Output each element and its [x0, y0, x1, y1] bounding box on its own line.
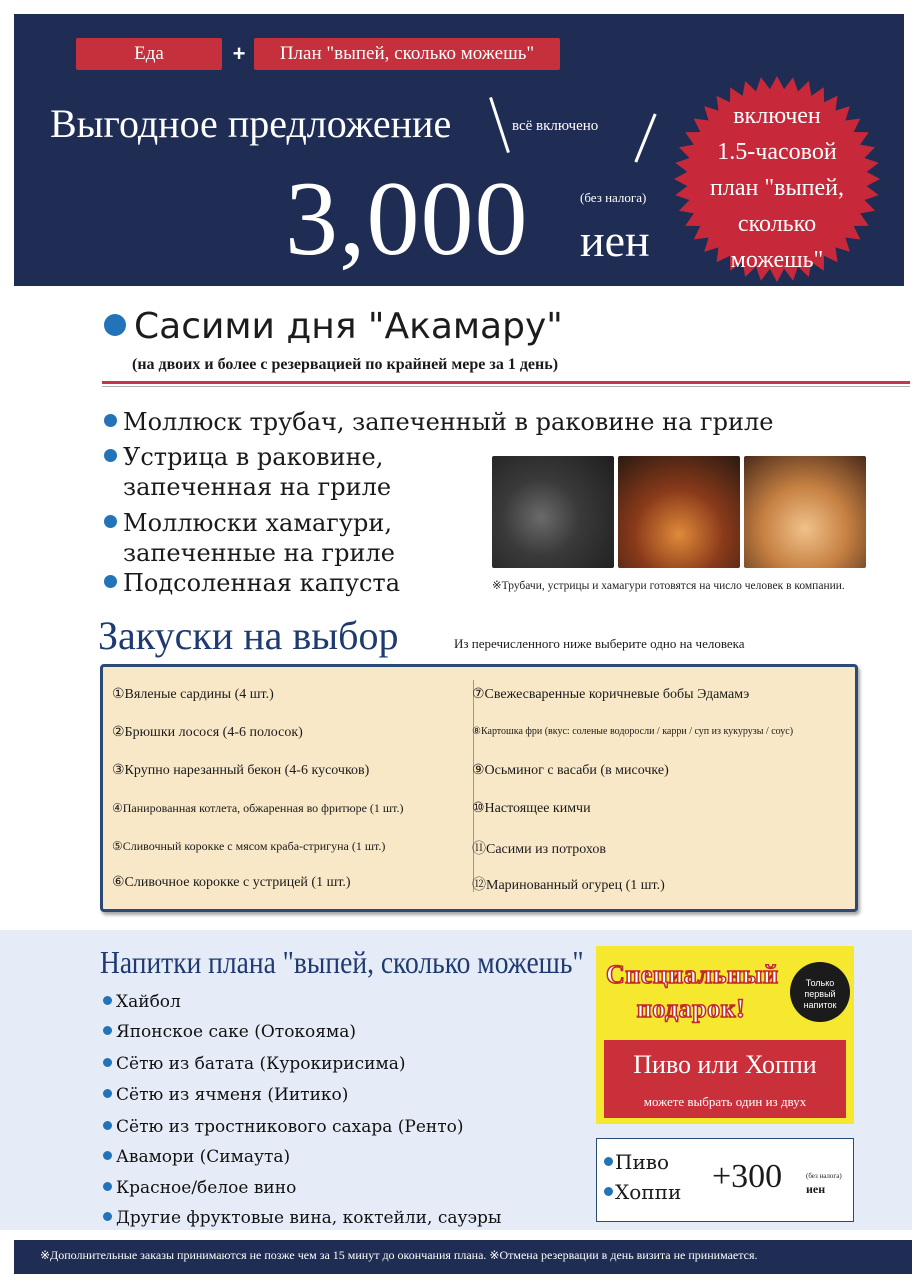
tag-drink-plan: План "выпей, сколько можешь": [254, 38, 560, 70]
dish-item: [104, 508, 395, 568]
gift-sub-text: можете выбрать один из двух: [643, 1094, 807, 1109]
drink-text: Сётю из ячменя (Иитико): [116, 1085, 349, 1105]
dish-text: Моллюски хамагури,: [123, 509, 392, 537]
badge-text: [692, 98, 862, 278]
bullet-dot-icon: [104, 515, 117, 528]
drink-item: [103, 1085, 348, 1105]
circle-line: первый: [804, 989, 836, 999]
drink-item: [103, 1022, 356, 1042]
appetizer-item: ④Панированная котлета, обжаренная во фритюре (1 шт.): [112, 801, 404, 815]
appetizer-item: ⑦Свежесваренные коричневые бобы Эдамамэ: [472, 687, 750, 702]
photo-oyster: [618, 456, 740, 568]
tax-note: (без налога): [580, 190, 647, 205]
photo-caption: ※Трубачи, устрицы и хамагури готовятся на число человек в компании.: [492, 580, 845, 592]
bullet-dot-icon: [103, 1026, 112, 1035]
addon-price: +300: [712, 1158, 783, 1195]
drink-item: [103, 1208, 501, 1228]
bullet-dot-icon: [103, 1151, 112, 1160]
appetizer-item: ⑥Сливочное корокке с устрицей (1 шт.): [112, 875, 351, 890]
drink-text: Авамори (Симаута): [116, 1147, 291, 1167]
all-included-label: всё включено: [512, 118, 599, 134]
bullet-dot-icon: [104, 449, 117, 462]
bullet-dot-icon: [104, 575, 117, 588]
dish-text-cont: запеченные на гриле: [123, 539, 395, 567]
dish-item: [104, 442, 391, 502]
appetizer-item: ⑧Картошка фри (вкус: соленые водоросли / карри / суп из кукурузы / соус): [472, 726, 794, 737]
dish-item: [104, 407, 773, 437]
photo-whelk: [492, 456, 614, 568]
drink-text: Сётю из тростникового сахара (Ренто): [116, 1117, 464, 1137]
footer-text: ※Дополнительные заказы принимаются не позже чем за 15 минут до окончания плана. ※Отмена резервации в день визита не принимается.: [40, 1248, 758, 1262]
bullet-dot-icon: [604, 1187, 613, 1196]
bullet-dot-icon: [104, 314, 126, 336]
sashimi-title-text: Сасими дня "Акамару": [134, 306, 563, 347]
appetizer-title: Закуски на выбор: [98, 613, 399, 658]
drink-text: Сётю из батата (Курокирисима): [116, 1054, 406, 1074]
appetizer-item: ⑤Сливочный корокке с мясом краба-стригуна (1 шт.): [112, 839, 386, 853]
dish-text: Моллюск трубач, запеченный в раковине на гриле: [123, 408, 774, 436]
addon-tax: (без налога): [806, 1172, 842, 1180]
appetizer-item: ⑪Сасими из потрохов: [472, 842, 606, 857]
appetizer-item: ①Вяленые сардины (4 шт.): [112, 687, 274, 702]
divider-red: [102, 381, 910, 384]
deal-title: Выгодное предложение: [50, 101, 452, 146]
sashimi-title: [104, 306, 563, 347]
bullet-dot-icon: [103, 1089, 112, 1098]
drink-item: [103, 992, 181, 1012]
drink-item: [103, 1178, 296, 1198]
circle-line: напиток: [803, 1000, 837, 1010]
dish-text: Устрица в раковине,: [123, 443, 384, 471]
drink-text: Японское саке (Отокояма): [116, 1022, 357, 1042]
drink-text: Хайбол: [116, 992, 181, 1012]
dish-text-cont: запеченная на гриле: [123, 473, 392, 501]
bullet-dot-icon: [103, 1182, 112, 1191]
currency-label: иен: [580, 215, 650, 266]
badge-line: 1.5-часовой: [717, 139, 837, 165]
appetizer-item: ⑨Осьминог с васаби (в мисочке): [472, 763, 669, 778]
bullet-dot-icon: [104, 414, 117, 427]
gift-main-text: Пиво или Хоппи: [633, 1050, 817, 1079]
gift-title-line: Специальный: [606, 960, 779, 989]
tag-food: Еда: [76, 38, 222, 70]
drink-text: Красное/белое вино: [116, 1178, 297, 1198]
drink-item: [103, 1117, 464, 1137]
appetizer-item: ③Крупно нарезанный бекон (4-6 кусочков): [112, 763, 370, 778]
photo-clam: [744, 456, 866, 568]
drink-item: [103, 1054, 405, 1074]
badge-line: можешь": [730, 247, 824, 273]
appetizer-item: ②Брюшки лосося (4-6 полосок): [112, 725, 303, 740]
badge-line: план "выпей,: [710, 175, 844, 201]
price-amount: 3,000: [285, 160, 529, 277]
starburst-badge: [672, 74, 882, 284]
addon-beer-text: Пиво: [615, 1150, 670, 1174]
bullet-dot-icon: [103, 1212, 112, 1221]
addon-beer: [604, 1150, 669, 1174]
drink-item: [103, 1147, 290, 1167]
badge-line: включен: [733, 103, 821, 129]
addon-currency: иен: [806, 1182, 826, 1196]
drinks-title: Напитки плана "выпей, сколько можешь": [100, 944, 584, 980]
divider-gray: [102, 386, 910, 387]
appetizer-divider: [473, 680, 474, 892]
appetizer-item: ⑫Маринованный огурец (1 шт.): [472, 878, 665, 893]
badge-line: сколько: [737, 211, 817, 237]
sashimi-note: (на двоих и более с резервацией по крайней мере за 1 день): [132, 356, 559, 373]
gift-title: [606, 958, 779, 1026]
dish-item: [104, 568, 400, 598]
first-drink-text: [790, 978, 850, 1011]
appetizer-note: Из перечисленного ниже выберите одно на человека: [454, 636, 745, 651]
gift-title-line: подарок!: [636, 994, 746, 1023]
addon-hoppy: [604, 1180, 681, 1204]
appetizer-item: ⑩Настоящее кимчи: [472, 801, 591, 816]
dish-text: Подсоленная капуста: [123, 569, 401, 597]
bullet-dot-icon: [103, 996, 112, 1005]
addon-hoppy-text: Хоппи: [615, 1180, 682, 1204]
bullet-dot-icon: [103, 1058, 112, 1067]
tag-plus: +: [232, 41, 246, 66]
circle-line: Только: [805, 978, 835, 988]
bullet-dot-icon: [604, 1157, 613, 1166]
bullet-dot-icon: [103, 1121, 112, 1130]
drink-text: Другие фруктовые вина, коктейли, сауэры: [116, 1208, 502, 1228]
